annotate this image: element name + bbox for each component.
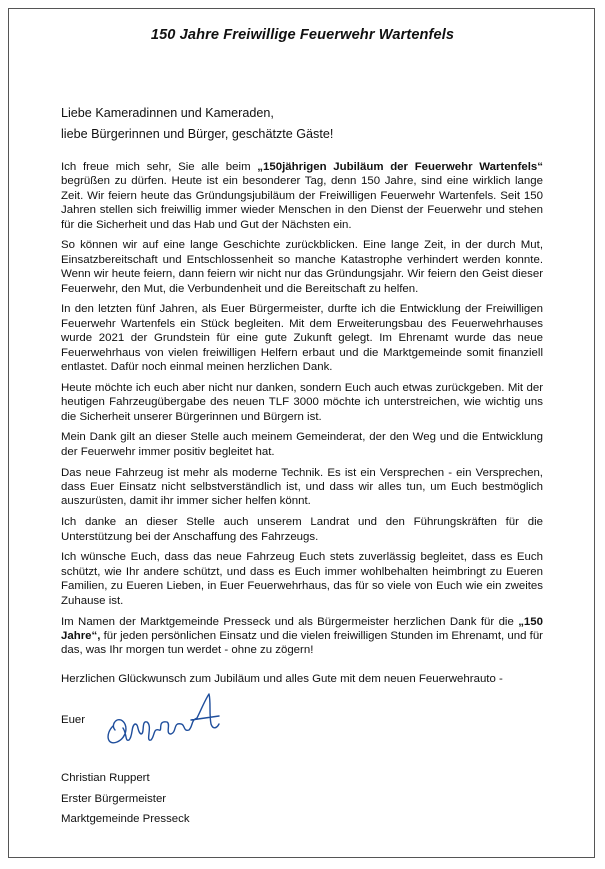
signer-organization: Marktgemeinde Presseck [61, 813, 190, 825]
paragraph-4: Heute möchte ich euch aber nicht nur danken, sondern Euch auch etwas zurückgeben. Mit der heutigen Fahrzeugübergabe des neuen TLF 3000 möchte ich unterstreichen, wie wichtig uns die Sicherheit unserer Bürgerinnen und Bürgern ist. [61, 381, 543, 423]
paragraph-3: In den letzten fünf Jahren, als Euer Bürgermeister, durfte ich die Entwicklung der Freiwilligen Feuerwehr Wartenfels ein Stück begleiten. Mit dem Erweiterungsbau des Feuerwehrhauses wurde 2021 der Grundstein für eine gute Zukunft gelegt. Im Ehrenamt wurde das neue Feuerwehrhaus von vielen freiwilligen Helfern erbaut und die Marktgemeinde somit finanziell entlastet. Dafür noch einmal meinen herzlichen Dank. [61, 303, 543, 374]
signer-name: Christian Ruppert [61, 772, 150, 784]
paragraph-6: Das neue Fahrzeug ist mehr als moderne Technik. Es ist ein Versprechen - ein Versprechen, dass Euer Einsatz nicht selbstverständlich ist, und dass wir alles tun, um Euch bestmöglich auszurüsten, damit ihr immer sicher helfen könnt. [61, 466, 543, 508]
signer-role: Erster Bürgermeister [61, 792, 167, 805]
salutation-line-2: liebe Bürgerinnen und Bürger, geschätzte Gäste! [61, 127, 334, 141]
paragraph-2: So können wir auf eine lange Geschichte zurückblicken. Eine lange Zeit, in der durch Mut, Einsatzbereitschaft und Entschlossenheit so manche Katastrophe verhindert werden konnte. Wenn wir heute feiern, dann feiern wir nicht nur das Gründungsjahr. Wir feiern den Geist dieser Feuerwehr, den Mut, die Verbundenheit und die Bereitschaft zu helfen. [61, 239, 543, 295]
paragraph-5: Mein Dank gilt an dieser Stelle auch meinem Gemeinderat, der den Weg und die Entwicklung der Feuerwehr immer positiv begleitet hat. [61, 431, 543, 458]
letter-body [61, 160, 543, 693]
years-highlight: „150 Jahre“, [61, 615, 543, 642]
jubilee-highlight: „150jährigen Jubiläum der Feuerwehr Wartenfels“ [257, 161, 543, 173]
paragraph-7: Ich danke an dieser Stelle auch unserem Landrat und den Führungskräften für die Unterstützung bei der Anschaffung des Fahrzeugs. [61, 516, 543, 543]
handwritten-signature [101, 690, 251, 748]
salutation-line-1: Liebe Kameradinnen und Kameraden, [61, 106, 274, 120]
paragraph-9: Im Namen der Marktgemeinde Presseck und als Bürgermeister herzlichen Dank für die „150 Jahre“, für jeden persönlichen Einsatz und die vielen freiwilligen Stunden im Ehrenamt, und für das, was Ihr morgen tun werdet - ohne zu zögern! [61, 615, 543, 657]
salutation [61, 103, 333, 145]
paragraph-10: Herzlichen Glückwunsch zum Jubiläum und alles Gute mit dem neuen Feuerwehrauto - [61, 672, 503, 685]
paragraph-8: Ich wünsche Euch, dass das neue Fahrzeug Euch stets zuverlässig begleitet, dass es Euch schützt, wie Ihr andere schützt, und dass es Euch immer wohlbehalten heimbringt zu Eueren Familien, zu Eueren Lieben, in Euer Feuerwehrhaus, das für so viele von Euch wie ein zweites Zuhause ist. [61, 551, 543, 607]
closing-block [61, 768, 190, 830]
signature-label: Euer [61, 714, 86, 726]
paragraph-1: Ich freue mich sehr, Sie alle beim „150jährigen Jubiläum der Feuerwehr Wartenfels“ begrüßen zu dürfen. Heute ist ein besonderer Tag, denn 150 Jahre, sind eine wirklich lange Zeit. Wir feiern heute das Gründungsjubiläum der Freiwilligen Feuerwehr Wartenfels. Seit 150 Jahren stellen sich freiwillig immer wieder Menschen in den Dienst der Feuerwehr und stehen für die Sicherheit und das Hab und Gut der Nächsten ein. [61, 161, 543, 231]
document-title: 150 Jahre Freiwillige Feuerwehr Wartenfels [150, 27, 455, 43]
